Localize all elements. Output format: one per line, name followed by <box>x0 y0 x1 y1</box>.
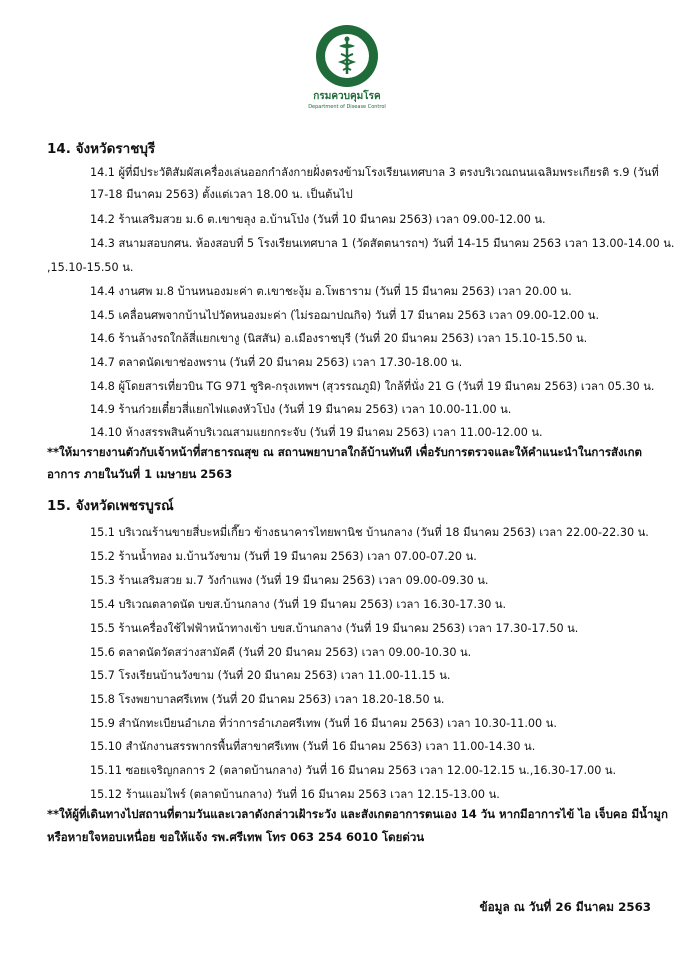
section-14-title: 14. จังหวัดราชบุรี <box>47 141 156 157</box>
section-14-note-line2: อาการ ภายในวันที่ 1 เมษายน 2563 <box>47 467 233 481</box>
item-15-5: 15.5 ร้านเครื่องใช้ไฟฟ้าหน้าทางเข้า บขส.บ้านกลาง (วันที่ 19 มีนาคม 2563) เวลา 17.30-17.50 น. <box>90 622 579 635</box>
item-15-7: 15.7 โรงเรียนบ้านวังขาม (วันที่ 20 มีนาคม 2563) เวลา 11.00-11.15 น. <box>90 669 451 682</box>
item-14-9: 14.9 ร้านก๋วยเตี๋ยวสี่แยกไฟแดงหัวโป่ง (วันที่ 19 มีนาคม 2563) เวลา 10.00-11.00 น. <box>90 403 512 416</box>
item-14-1-line1: 14.1 ผู้ที่มีประวัติสัมผัสเครื่องเล่นออกกำลังกายฝั่งตรงข้ามโรงเรียนเทศบาล 3 ตรงบริเวณถนนเฉลิมพระเกียรติ ร.9 (วันที่ <box>90 166 659 179</box>
item-15-12: 15.12 ร้านแอมไพร์ (ตลาดบ้านกลาง) วันที่ 16 มีนาคม 2563 เวลา 12.15-13.00 น. <box>90 788 500 801</box>
item-14-3-line1: 14.3 สนามสอบกศน. ห้องสอบที่ 5 โรงเรียนเทศบาล 1 (วัดสัตตนารถฯ) วันที่ 14-15 มีนาคม 2563 เวลา 13.00-14.00 น. <box>90 237 675 250</box>
item-15-8: 15.8 โรงพยาบาลศรีเทพ (วันที่ 20 มีนาคม 2563) เวลา 18.20-18.50 น. <box>90 693 445 706</box>
item-14-7: 14.7 ตลาดนัดเขาช่องพราน (วันที่ 20 มีนาคม 2563) เวลา 17.30-18.00 น. <box>90 356 463 369</box>
item-14-4: 14.4 งานศพ ม.8 บ้านหนองมะค่า ต.เขาชะงุ้ม อ.โพธาราม (วันที่ 15 มีนาคม 2563) เวลา 20.00 น. <box>90 285 572 298</box>
item-15-11: 15.11 ซอยเจริญกลการ 2 (ตลาดบ้านกลาง) วันที่ 16 มีนาคม 2563 เวลา 12.00-12.15 น.,16.30-17.00 น. <box>90 764 617 777</box>
item-14-6: 14.6 ร้านล้างรถใกล้สี่แยกเขางู (นิสสัน) อ.เมืองราชบุรี (วันที่ 20 มีนาคม 2563) เวลา 15.10-15.50 น. <box>90 332 588 345</box>
department-name-thai: กรมควบคุมโรค <box>313 91 381 102</box>
item-15-4: 15.4 บริเวณตลาดนัด บขส.บ้านกลาง (วันที่ 19 มีนาคม 2563) เวลา 16.30-17.30 น. <box>90 598 507 611</box>
item-15-2: 15.2 ร้านน้ำทอง ม.บ้านวังขาม (วันที่ 19 มีนาคม 2563) เวลา 07.00-07.20 น. <box>90 550 477 563</box>
item-15-6: 15.6 ตลาดนัดวัดสว่างสามัคคี (วันที่ 20 มีนาคม 2563) เวลา 09.00-10.30 น. <box>90 646 472 659</box>
caduceus-seal-icon <box>315 24 379 88</box>
section-14-note-line1: **ให้มารายงานตัวกับเจ้าหน้าที่สาธารณสุข ณ สถานพยาบาลใกล้บ้านทันที เพื่อรับการตรวจและให้คำแนะนำในการสังเกต <box>47 445 643 459</box>
item-15-3: 15.3 ร้านเสริมสวย ม.7 วังกำแพง (วันที่ 19 มีนาคม 2563) เวลา 09.00-09.30 น. <box>90 574 489 587</box>
section-15-note-line2: หรือหายใจหอบเหนื่อย ขอให้แจ้ง รพ.ศรีเทพ โทร 063 254 6010 โดยด่วน <box>47 830 425 844</box>
item-14-8: 14.8 ผู้โดยสารเที่ยวบิน TG 971 ซูริค-กรุงเทพฯ (สุวรรณภูมิ) ใกล้ที่นั่ง 21 G (วันที่ 19 มีนาคม 2563) เวลา 05.30 น. <box>90 380 655 393</box>
item-14-1-line2: 17-18 มีนาคม 2563) ตั้งแต่เวลา 18.00 น. เป็นต้นไป <box>90 188 353 201</box>
item-14-3-line2: ,15.10-15.50 น. <box>47 261 134 274</box>
data-date-footer: ข้อมูล ณ วันที่ 26 มีนาคม 2563 <box>479 900 651 914</box>
department-name-english: Department of Disease Control <box>308 104 386 110</box>
ministry-logo <box>305 24 389 110</box>
item-15-10: 15.10 สำนักงานสรรพากรพื้นที่สาขาศรีเทพ (วันที่ 16 มีนาคม 2563) เวลา 11.00-14.30 น. <box>90 740 536 753</box>
section-15-title: 15. จังหวัดเพชรบูรณ์ <box>47 498 174 514</box>
item-15-1: 15.1 บริเวณร้านขายสี่บะหมี่เกี๊ยว ข้างธนาคารไทยพานิช บ้านกลาง (วันที่ 18 มีนาคม 2563) เวลา 22.00-22.30 น. <box>90 526 649 539</box>
item-14-2: 14.2 ร้านเสริมสวย ม.6 ต.เขาขลุง อ.บ้านโป่ง (วันที่ 10 มีนาคม 2563) เวลา 09.00-12.00 น. <box>90 213 546 226</box>
item-14-10: 14.10 ห้างสรรพสินค้าบริเวณสามแยกกระจับ (วันที่ 19 มีนาคม 2563) เวลา 11.00-12.00 น. <box>90 426 543 439</box>
item-15-9: 15.9 สำนักทะเบียนอำเภอ ที่ว่าการอำเภอศรีเทพ (วันที่ 16 มีนาคม 2563) เวลา 10.30-11.00 น. <box>90 717 557 730</box>
section-15-note-line1: **ให้ผู้ที่เดินทางไปสถานที่ตามวันและเวลาดังกล่าวเฝ้าระวัง และสังเกตอาการตนเอง 14 วัน หากมีอาการไข้ ไอ เจ็บคอ มีน้ำมูก <box>47 807 668 821</box>
item-14-5: 14.5 เคลื่อนศพจากบ้านไปวัดหนองมะค่า (ไม่รอฌาปณกิจ) วันที่ 17 มีนาคม 2563 เวลา 09.00-12.00 น. <box>90 309 600 322</box>
